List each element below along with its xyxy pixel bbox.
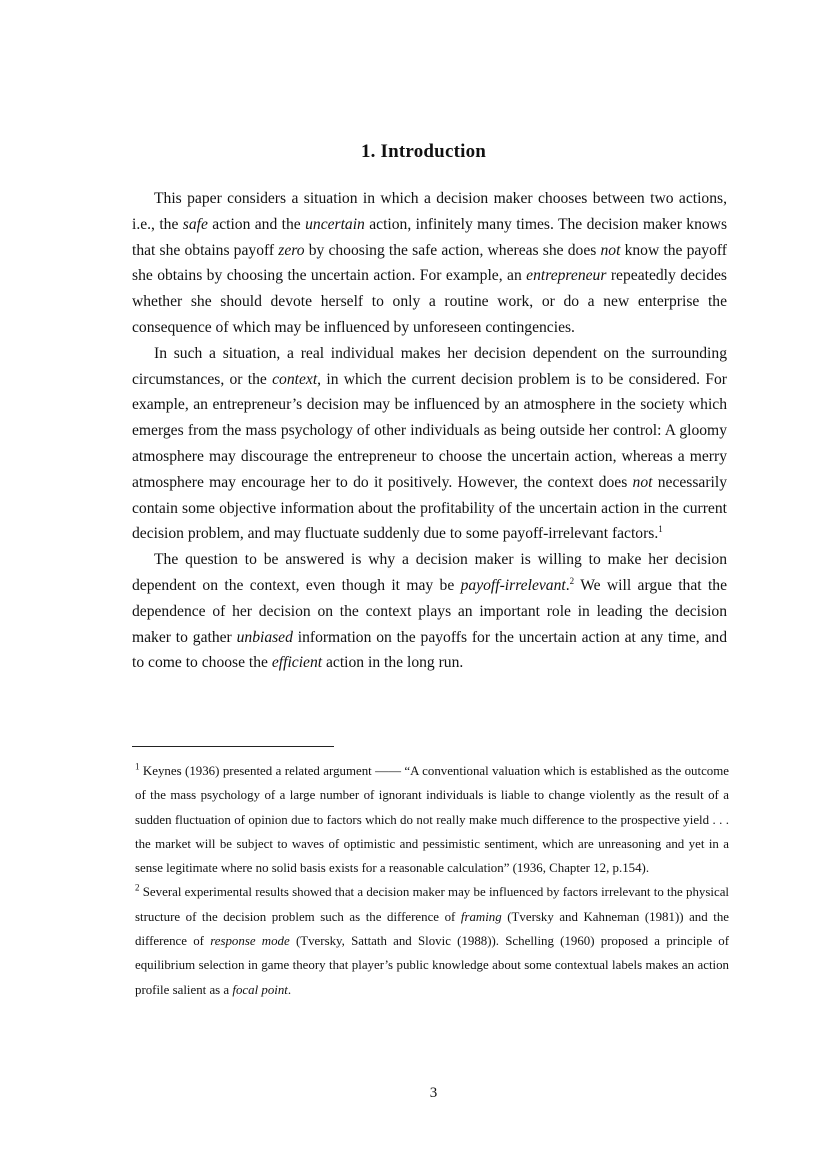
footnote-marker: 2	[135, 883, 140, 894]
page-number: 3	[429, 1085, 438, 1101]
footnote-2	[135, 880, 729, 1001]
text-run: Several experimental results showed that a decision maker may be influenced by factors irrelevant to the physical structure of the decision problem such as the difference of	[135, 885, 729, 924]
footnote-marker: 2	[569, 575, 575, 586]
emphasized-text: unbiased	[236, 628, 293, 646]
text-run: This paper considers a situation in which a decision maker chooses between two actions, i.e., the	[132, 190, 727, 233]
text-run: action, infinitely many times. The decision maker knows that she obtains payoff	[132, 215, 728, 259]
emphasized-text: focal point	[232, 982, 288, 997]
text-run: In such a situation, a real individual makes her decision dependent on the surrounding circumstances, or the	[132, 344, 727, 388]
emphasized-text: entrepreneur	[526, 267, 607, 285]
paragraph-2	[132, 341, 727, 547]
emphasized-text: uncertain	[305, 215, 365, 233]
emphasized-text: safe	[182, 215, 208, 233]
text-run: We will argue that the dependence of her decision on the context plays an important role in leading the decision maker to gather	[132, 576, 728, 646]
text-run: .	[287, 982, 292, 997]
text-run: (Tversky, Sattath and Slovic (1988)). Schelling (1960) proposed a principle of equilibrium selection in game theory that player’s public knowledge about some contextual labels makes an action profile salient as a	[135, 934, 730, 997]
emphasized-text: efficient	[271, 654, 323, 672]
text-run: action and the	[207, 215, 306, 233]
footnotes	[135, 759, 729, 1002]
text-run: know the payoff she obtains by choosing the uncertain action. For example, an	[132, 241, 727, 285]
emphasized-text: context	[272, 370, 318, 388]
section-heading: 1. Introduction	[360, 141, 487, 162]
emphasized-text: not	[632, 473, 653, 491]
footnote-marker: 1	[658, 524, 663, 535]
text-run: necessarily contain some objective information about the profitability of the uncertain action in the current decision problem, and may fluctuate suddenly due to some payoff-irrelevant factors.	[132, 473, 727, 543]
text-run: .	[565, 576, 570, 594]
text-run: Keynes (1936) presented a related argument —— “A conventional valuation which is established as the outcome of the mass psychology of a large number of ignorant individuals is liable to change violently as the result of a sudden fluctuation of opinion due to factors which do not really make much difference to the prospective yield . . . the market will be subject to waves of optimistic and pessimistic sentiment, which are unreasoning and yet in a sense legitimate where no solid basis exists for a reasonable calculation” (1936, Chapter 12, p.154).	[135, 764, 729, 876]
emphasized-text: framing	[460, 909, 502, 924]
text-run: , in which the current decision problem is to be considered. For example, an entrepreneur’s decision may be influenced by an atmosphere in the society which emerges from the mass psychology of other individuals as being outside her control: A gloomy atmosphere may discourage the entrepreneur to choose the uncertain action, whereas a merry atmosphere may encourage her to do it positively. However, the context does	[132, 370, 727, 491]
text-run: The question to be answered is why a decision maker is willing to make her decision dependent on the context, even though it may be	[132, 551, 727, 594]
footnote-1	[135, 759, 729, 880]
footnote-separator	[132, 746, 334, 747]
footnote-marker: 1	[135, 761, 140, 772]
paragraph-1	[132, 186, 727, 341]
emphasized-text: zero	[278, 241, 305, 259]
emphasized-text: response mode	[210, 934, 290, 949]
text-run: by choosing the safe action, whereas she does	[304, 241, 601, 259]
paragraph-3	[132, 547, 727, 676]
text-run: information on the payoffs for the uncertain action at any time, and to come to choose the	[132, 628, 728, 672]
emphasized-text: payoff-irrelevant	[460, 576, 566, 594]
body-text	[132, 186, 727, 676]
emphasized-text: not	[600, 241, 621, 259]
text-run: repeatedly decides whether she should devote herself to only a routine work, or do a new enterprise the consequence of which may be influenced by unforeseen contingencies.	[132, 267, 727, 336]
text-run: (Tversky and Kahneman (1981)) and the difference of	[135, 909, 729, 949]
text-run: action in the long run.	[322, 654, 464, 672]
